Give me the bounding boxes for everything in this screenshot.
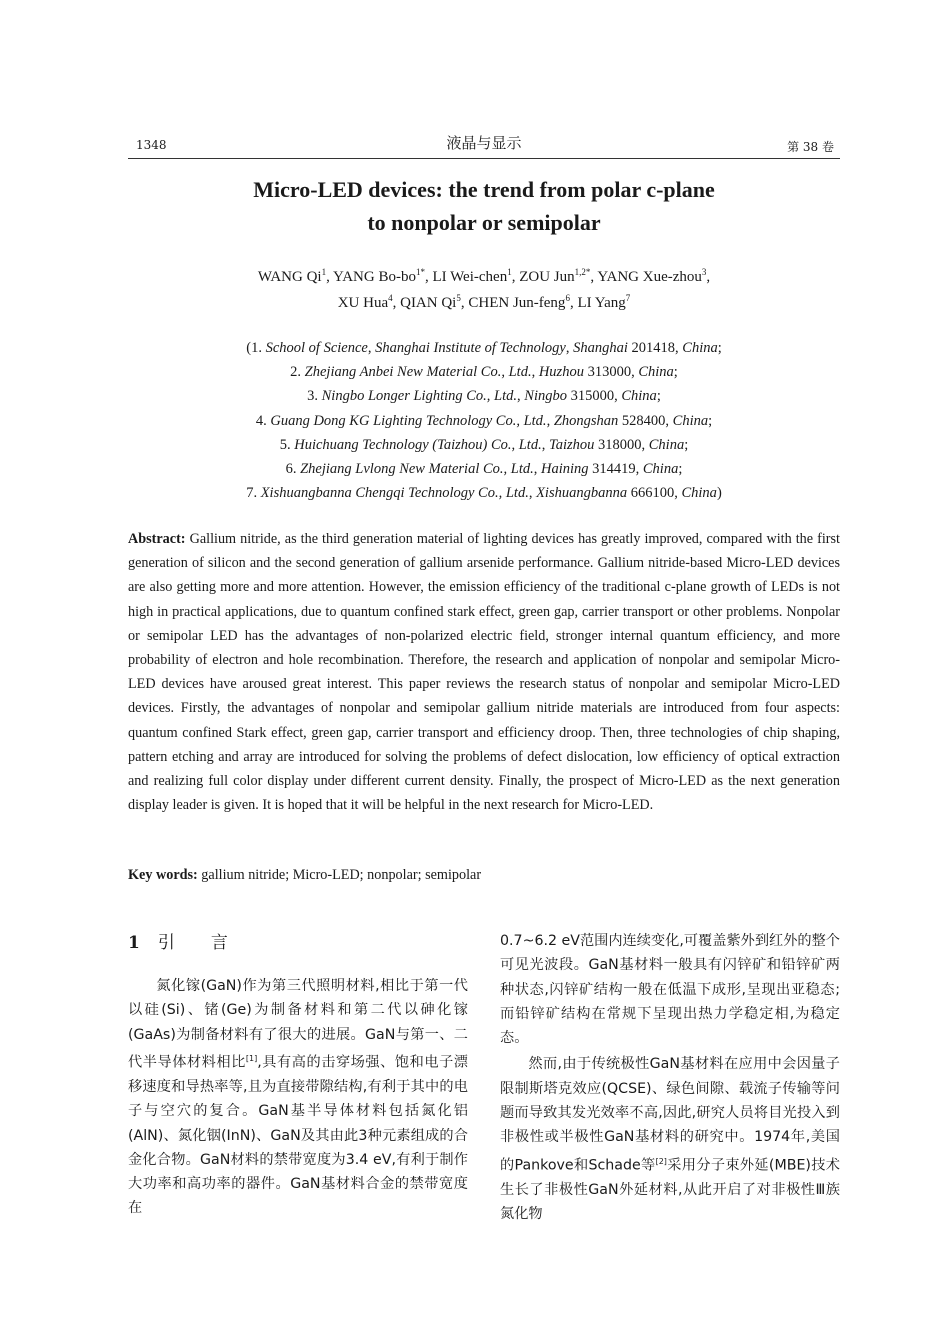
abstract-label: Abstract: bbox=[128, 531, 186, 547]
author-name: YANG Xue-zhou bbox=[597, 269, 702, 285]
affiliation-country: China bbox=[642, 461, 679, 477]
paper-title-line-2: to nonpolar or semipolar bbox=[367, 210, 601, 235]
affiliation-org: Guang Dong KG Lighting Technology Co., Ltd. bbox=[270, 413, 547, 429]
citation-ref[interactable]: [2] bbox=[655, 1156, 667, 1166]
affiliation-2 bbox=[128, 364, 840, 381]
paper-title-line-1: Micro-LED devices: the trend from polar c-plane bbox=[253, 177, 715, 202]
affiliation-prefix: 5. bbox=[279, 437, 295, 453]
body-column-left bbox=[128, 974, 468, 1221]
affiliation-5 bbox=[128, 437, 840, 454]
affiliation-country: China bbox=[621, 388, 657, 404]
affiliation-org: Xishuangbanna Chengqi Technology Co., Ltd. bbox=[260, 485, 529, 501]
affiliation-org: Zhejiang Lvlong New Material Co., Ltd. bbox=[300, 461, 534, 477]
affiliation-sep: , bbox=[541, 437, 549, 453]
keywords-text: gallium nitride; Micro-LED; nonpolar; semipolar bbox=[201, 867, 482, 883]
page-number: 1348 bbox=[136, 138, 167, 152]
affiliation-sep: , bbox=[367, 340, 376, 356]
author-name: WANG Qi bbox=[257, 269, 322, 285]
affiliation-org: Huichuang Technology (Taizhou) Co., Ltd. bbox=[294, 437, 542, 453]
affiliation-sep: , bbox=[528, 485, 537, 501]
affiliation-prefix: 6. bbox=[285, 461, 301, 477]
running-header bbox=[128, 130, 840, 159]
affiliation-sep: , bbox=[565, 340, 574, 356]
affiliation-prefix: 3. bbox=[307, 388, 322, 404]
affiliation-sep: , bbox=[533, 461, 541, 477]
section-title: 引言 bbox=[157, 933, 264, 953]
affiliation-city: Taizhou bbox=[548, 437, 595, 453]
affiliation-end: ; bbox=[708, 413, 713, 429]
author-affil-mark: 5 bbox=[456, 293, 461, 303]
affiliation-7 bbox=[128, 485, 840, 502]
affiliation-country: China bbox=[682, 340, 718, 356]
author-affil-mark: 1,2* bbox=[574, 267, 591, 277]
affiliation-city: Xishuangbanna bbox=[536, 485, 628, 501]
affiliation-zip: 666100, bbox=[627, 485, 682, 501]
affiliation-city: Shanghai bbox=[573, 340, 628, 356]
affiliation-1 bbox=[128, 340, 840, 357]
author-affil-mark: 1* bbox=[415, 267, 425, 277]
affiliation-zip: 314419, bbox=[588, 461, 643, 477]
affiliation-end: ; bbox=[717, 340, 722, 356]
author-name: ZOU Jun bbox=[519, 269, 575, 285]
affiliation-zip: 528400, bbox=[618, 413, 673, 429]
affiliation-prefix: 7. bbox=[246, 485, 261, 501]
author-name: QIAN Qi bbox=[400, 295, 457, 311]
affiliation-city: Ningbo bbox=[524, 388, 567, 404]
affiliation-org: School of Science bbox=[265, 340, 368, 356]
author-name: LI Yang bbox=[577, 295, 626, 311]
abstract bbox=[128, 527, 840, 817]
author-list-line-1: WANG Qi$^1$, YANG $Bo-bo^{1*}$, LI Wei-chen$^1$, ZOU Jun$^{1,2*}$, YANG Xue-zhou$^3$, bbox=[257, 267, 711, 285]
affiliation-org: Zhejiang Anbei New Material Co., Ltd. bbox=[304, 364, 532, 380]
affiliation-end: ; bbox=[684, 437, 689, 453]
author-affil-mark: 1 bbox=[507, 267, 512, 277]
paragraph bbox=[500, 1052, 840, 1226]
author-affil-mark: 7 bbox=[625, 293, 631, 303]
affiliation-prefix: (1. bbox=[246, 340, 266, 356]
volume-number: 第 38 卷 bbox=[787, 140, 834, 154]
body-column-right bbox=[500, 929, 840, 1226]
paragraph: 0.7~6.2 eV范围内连续变化,可覆盖紫外到红外的整个可见光波段。GaN基材料一般具有闪锌矿和铅锌矿两种状态,闪锌矿结构一般在低温下成形,呈现出亚稳态;而铅锌矿结构在常规下呈现出热力学稳定相,为稳定态。 bbox=[500, 933, 840, 1047]
affiliation-org: Ningbo Longer Lighting Co., Ltd. bbox=[321, 388, 518, 404]
section-number: 1 bbox=[128, 933, 140, 953]
affiliation-country: China bbox=[638, 364, 674, 380]
author-name: CHEN Jun-feng bbox=[468, 295, 566, 311]
affiliation-country: China bbox=[672, 413, 709, 429]
author-name: LI Wei-chen bbox=[432, 269, 508, 285]
affiliation-6 bbox=[128, 461, 840, 478]
paragraph-text: ,具有高的击穿场强、饱和电子漂移速度和导热率等,且为直接带隙结构,有利于其中的电子与空穴的复合。GaN基半导体材料包括氮化铝(AlN)、氮化铟(InN)、GaN及其由此3种元素组成的合金化合物。GaN材料的禁带宽度为3.4 eV,有利于制作大功率和高功率的器件。GaN基材料合金的禁带宽度在 bbox=[128, 1054, 468, 1217]
journal-name: 液晶与显示 bbox=[446, 134, 522, 152]
affiliation-city: Haining bbox=[540, 461, 589, 477]
affiliation-zip: 315000, bbox=[566, 388, 622, 404]
keywords bbox=[128, 867, 840, 884]
affiliation-end: ; bbox=[656, 388, 661, 404]
affiliation-3 bbox=[128, 388, 840, 405]
affiliation-prefix: 4. bbox=[255, 413, 271, 429]
paragraph-text: 然而,由于传统极性GaN基材料在应用中会因量子限制斯塔克效应(QCSE)、绿色间隙、载流子传输等问题而导致其发光效率不高,因此,研究人员将目光投入到非极性或半极性GaN基材料的研究中。1974年,美国的Pankove和Schade等 bbox=[500, 1056, 840, 1174]
affiliation-zip: 201418, bbox=[627, 340, 683, 356]
paragraph-text: 采用分子束外延(MBE)技术生长了非极性GaN外延材料,从此开启了对非极性Ⅲ族氮化物 bbox=[500, 1157, 841, 1222]
author-list-line-2: XU Hua$^4$, QIAN Qi$^5$, CHEN Jun-feng$^6$, LI Yang$^7$ bbox=[337, 293, 631, 311]
abstract-text: Gallium nitride, as the third generation material of lighting devices has greatly improved, compared with the first generation of silicon and the second generation of gallium arsenide performance. Gallium nitride-based Micro-LED devices are also getting more and more attention. However, the emission efficiency of the traditional c-plane growth of LEDs is not high in practical applications, due to quantum confined stark effect, green gap, carrier transport or other problems. Nonpolar or semipolar LED has the advantages of non-polarized electric field, stronger internal quantum efficiency, and more probability of electron and hole recombination. Therefore, the research and application of nonpolar and semipolar Micro-LED devices have aroused great interest. This paper reviews the research status of nonpolar and semipolar Micro-LED devices. Firstly, the advantages of nonpolar and semipolar gallium nitride materials are introduced from four aspects: quantum confined Stark effect, green gap, carrier transport and efficiency droop. Then, three technologies of chip shaping, pattern etching and array are introduced for solving the problems of defect dislocation, low efficiency of optical extraction and realizing full color display under different current density. Finally, the prospect of Micro-LED as the next generation display leader is given. It is hoped that it will be helpful in the next research for Micro-LED. bbox=[128, 531, 840, 814]
affiliation-country: China bbox=[681, 485, 717, 501]
keywords-label: Key words: bbox=[128, 867, 198, 883]
affiliation-end: ; bbox=[678, 461, 683, 477]
affiliation-city: Huzhou bbox=[538, 364, 584, 380]
affiliation-sep: , bbox=[517, 388, 525, 404]
paragraph bbox=[128, 974, 468, 1221]
author-affil-mark: 4 bbox=[388, 293, 393, 303]
affiliation-sep: , bbox=[546, 413, 554, 429]
author-affil-mark: 6 bbox=[565, 293, 570, 303]
paragraph-text: 氮化镓(GaN)作为第三代照明材料,相比于第一代以硅(Si)、锗(Ge)为制备材料和第二代以砷化镓(GaAs)为制备材料有了很大的进展。GaN与第一、二代半导体材料相比 bbox=[128, 978, 468, 1071]
affiliation-zip: 313000, bbox=[583, 364, 639, 380]
affiliation-inst: Shanghai Institute of Technology bbox=[375, 340, 566, 356]
citation-ref[interactable]: [1] bbox=[245, 1053, 258, 1063]
section-heading bbox=[128, 928, 264, 953]
affiliation-end: ) bbox=[716, 485, 722, 501]
affiliation-country: China bbox=[648, 437, 685, 453]
affiliation-sep: , bbox=[531, 364, 539, 380]
author-name: YANG Bo-bo bbox=[333, 269, 416, 285]
affiliation-4 bbox=[128, 413, 840, 430]
affiliation-city: Zhongshan bbox=[553, 413, 619, 429]
author-affil-mark: 3 bbox=[701, 267, 707, 277]
author-affil-mark: 1 bbox=[321, 267, 327, 277]
affiliation-end: ; bbox=[673, 364, 678, 380]
author-name: XU Hua bbox=[337, 295, 389, 311]
affiliation-zip: 318000, bbox=[594, 437, 649, 453]
affiliation-prefix: 2. bbox=[290, 364, 305, 380]
